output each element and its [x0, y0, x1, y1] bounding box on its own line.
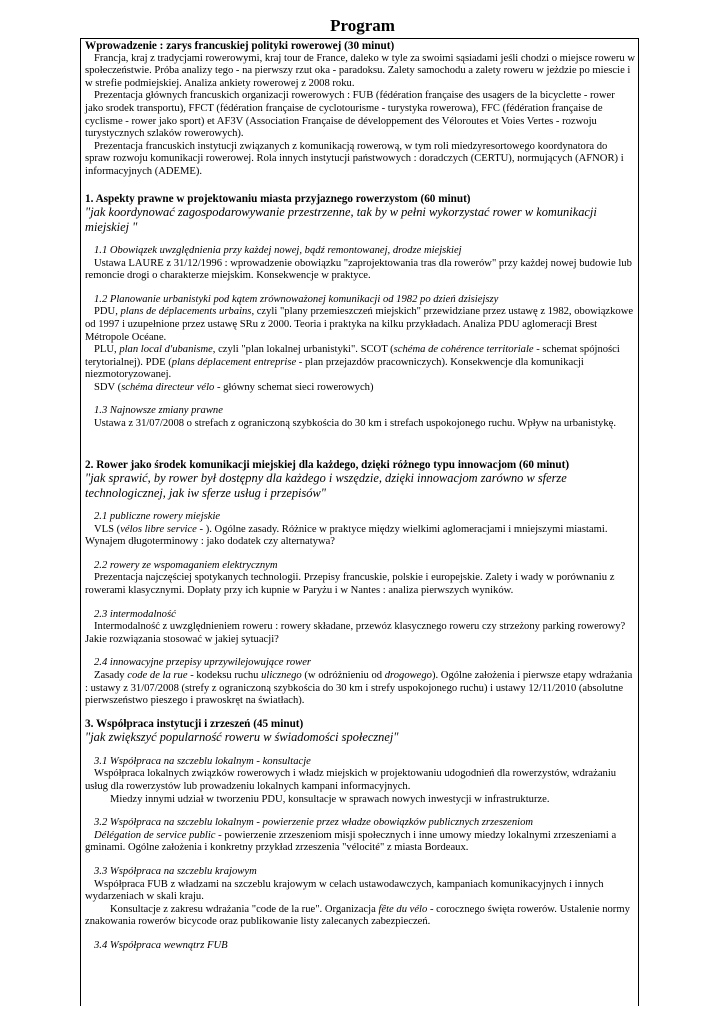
intro-paragraph-1: Francja, kraj z tradycjami rowerowymi, kraj tour de France, daleko w tyle za swoimi sąsiadami jeśli chodzi o miejsce roweru w społeczeństwie. Próba analizy tego - na pierwszy rzut oka - paradoksu. Zalety samochodu a zalety roweru w jeżdzie po miescie i w strefie podmiejskiej. Analiza ankiety rowerowej z 2008 roku.	[85, 52, 635, 89]
text-run-italic: fête du vélo	[378, 903, 428, 915]
section-3-quote: "jak zwiększyć popularność roweru w świadomości społecznej"	[85, 730, 399, 745]
section-2-4-title: 2.4 innowacyjne przepisy uprzywilejowujące rower	[94, 657, 312, 669]
text-run: - plan przejazdów pracowniczych). Konsekwencje dla komunikacji niezmotoryzowanej.	[85, 356, 584, 381]
section-2-2-title: 2.2 rowery ze wspomaganiem elektrycznym	[94, 559, 278, 571]
text-run: - ). Ogólne zasady. Różnice w praktyce między wielkimi aglomeracjami i mniejszymi miastami. Wynajem długoterminowy : jako dodatek czy alternatywa?	[85, 523, 608, 548]
section-3-2-title: 3.2 Współpraca na szczeblu lokalnym - powierzenie przez władze obowiązków publicznych zrzeszeniom	[94, 817, 534, 829]
section-3-3-text-2	[85, 904, 635, 929]
section-3-3-title: 3.3 Współpraca na szczeblu krajowym	[94, 865, 257, 877]
spacer	[85, 431, 635, 445]
section-1-quote: "jak koordynować zagospodarowywanie przestrzenne, tak by w pełni wykorzystać rower w komunikacji miejskiej "	[85, 205, 597, 234]
page-title: Program	[330, 16, 395, 35]
section-1-2-pdu	[85, 306, 635, 344]
section-2-3-text: Intermodalność z uwzględnieniem roweru : rowery składane, przewóz klasycznego roweru czy strzeżony parking rowerowy? Jakie rozwiązania stosować w jakiej sytuacji?	[85, 621, 626, 645]
section-3-heading: 3. Współpraca instytucji i zrzeszeń (45 minut)	[85, 717, 304, 730]
section-1-1-title: 1.1 Obowiązek uwzględnienia przy każdej nowej, bądź remontowanej, drodze miejskiej	[94, 244, 462, 256]
text-run: PDU,	[94, 306, 121, 318]
section-2-quote: "jak sprawić, by rower był dostępny dla każdego i wszędzie, dzięki innowacjom zarówno w sferze technologicznej, jak iw sferze usług i przepisów"	[85, 471, 567, 500]
program-box	[80, 38, 639, 1006]
section-2-2-text: Prezentacja najczęściej spotykanych technologii. Przepisy francuskie, polskie i europejskie. Zalety i wady w porównaniu z rowerami klasycznymi. Dopłaty przy ich kupnie w Paryżu i w Nantes : analiza pierwszych wyników.	[85, 572, 615, 597]
text-run: - główny schemat sieci rowerowych)	[214, 381, 374, 393]
text-run-italic: schéma de cohérence territoriale	[393, 344, 534, 356]
text-run: - corocznego święta rowerów. Ustalenie normy znakowania rowerów bicycode oraz publikowanie listy zalecanych zabezpieczeń.	[85, 903, 630, 928]
section-2-heading: 2. Rower jako środek komunikacji miejskiej dla każdego, dzięki różnego typu innowacjom (60 minut)	[85, 458, 570, 471]
text-run: - powierzenie zrzeszeniom misji społecznych i inne umowy miedzy lokalnymi zrzeszeniami a gminami. Ogólne założenia i konkretny przykład zrzeszenia "vélocité" z miasta Bordeaux.	[85, 829, 617, 854]
text-run-italic: code de la rue	[127, 670, 188, 681]
section-1-3-text: Ustawa z 31/07/2008 o strefach z ograniczoną szybkościa do 30 km i strefach uspokojonego ruchu. Wpływ na urbanistykę.	[94, 418, 616, 430]
text-run: SDV (	[94, 381, 122, 393]
section-1-3-title: 1.3 Najnowsze zmiany prawne	[94, 405, 223, 417]
section-3-1-title: 3.1 Współpraca na szczeblu lokalnym - konsultacje	[94, 755, 311, 767]
text-run: - schemat spójności terytorialnej). PDE (	[85, 344, 620, 368]
text-run: ). Ogólne założenia i pierwsze etapy wdrażania : ustawy z 31/07/2008 (strefy z ograniczoną szybkościa do 30 km i strefy uspokojonego ruchu) i ustawy 12/11/2010 (absolutne pierwszeństwo pieszego i prawoskręt na światłach).	[85, 670, 633, 707]
section-2-4-text	[85, 670, 635, 708]
section-3-4-title: 3.4 Współpraca wewnątrz FUB	[94, 939, 228, 951]
text-run-italic: plan local d'ubanisme	[119, 344, 213, 356]
text-run: VLS (	[94, 523, 121, 535]
text-run-italic: drogowego	[384, 670, 432, 681]
text-run: Konsultacje z zakresu wdrażania "code de la rue". Organizacja	[110, 903, 379, 915]
text-run: Zasady	[94, 670, 128, 681]
text-run-italic: vélos libre service	[120, 523, 197, 535]
intro-paragraph-2: Prezentacja głównych francuskich organizacji rowerowych : FUB (fédération française des usagers de la bicyclette - rower jako srodek transportu), FFCT (fédération française de cyclotourisme - turystyka rowerowa), FFC (fédération française de cyclisme - rower jako sport) et AF3V (Association Française de développement des Véloroutes et Voies Vertes - rozwoju turystycznych szlaków rowerowych).	[85, 90, 615, 140]
text-run-italic: plans de déplacements urbains	[120, 306, 252, 318]
text-run-italic: ulicznego	[261, 670, 302, 681]
text-run: (w odróżnieniu od	[301, 670, 385, 681]
section-3-1-text: Współpraca lokalnych związków rowerowych i władz miejskich w projektowaniu udogodnień dla rowerzystów, wdrażaniu usług dla rowerzystów lub prowadzeniu lokalnych kampani informacyjnych.	[85, 768, 617, 792]
text-run: , czyli "plany przemieszczeń miejskich" przewidziane przez ustawę z 1982, obowiązkowe od 1997 i uzupełnione przez ustawę SRu z 2000. Teoria i praktyka na kilku przykładach. Analiza PDU aglomeracji Brest Métropole Océane.	[85, 306, 634, 343]
section-3-1-text-2: Miedzy innymi udział w tworzeniu PDU, konsultacje w sprawach nowych inwestycji w infrastrukturze.	[110, 793, 550, 805]
text-run: - kodeksu ruchu	[187, 670, 262, 681]
text-run: , czyli "plan lokalnej urbanistyki". SCOT (	[212, 344, 394, 356]
section-1-2-sdv	[85, 382, 635, 395]
section-3-3-text: Współpraca FUB z władzami na szczeblu krajowym w celach ustawodawczych, kampaniach komunikacyjnych i innych wydarzeniach w skali kraju.	[85, 878, 604, 903]
section-1-1-text: Ustawa LAURE z 31/12/1996 : wprowadzenie obowiązku "zaprojektowania tras dla rowerów" przy każdej nowej budowie lub remoncie drogi o charakterze miejskim. Konsekwencje w praktyce.	[85, 257, 632, 282]
intro-heading: Wprowadzenie : zarys francuskiej polityki rowerowej (30 minut)	[85, 40, 395, 52]
section-3-2-text	[85, 830, 635, 855]
text-run-italic: Délégation de service public	[94, 829, 216, 841]
text-run-italic: plans déplacement entreprise	[171, 356, 297, 368]
intro-paragraph-3: Prezentacja francuskich instytucji związanych z komunikacją rowerową, w tym roli miedzyresortowego koordynatora do spraw rozwoju komunikacji rowerowej. Rola innych instytucji państwowych : doradczych (CERTU), normujących (AFNOR) i informacyjnych (ADEME).	[85, 140, 624, 177]
section-2-3-title: 2.3 intermodalność	[94, 608, 176, 620]
section-2-1-title: 2.1 publiczne rowery miejskie	[94, 511, 221, 523]
text-run-italic: schéma directeur vélo	[121, 381, 215, 393]
section-1-2-title: 1.2 Planowanie urbanistyki pod kątem zrównoważonej komunikacji od 1982 po dzień dzisiejszy	[94, 293, 499, 305]
section-1-heading: 1. Aspekty prawne w projektowaniu miasta przyjaznego rowerzystom (60 minut)	[85, 192, 471, 205]
text-run: PLU,	[94, 344, 120, 356]
section-1-2-plu	[85, 344, 635, 382]
section-2-1-text	[85, 524, 635, 549]
